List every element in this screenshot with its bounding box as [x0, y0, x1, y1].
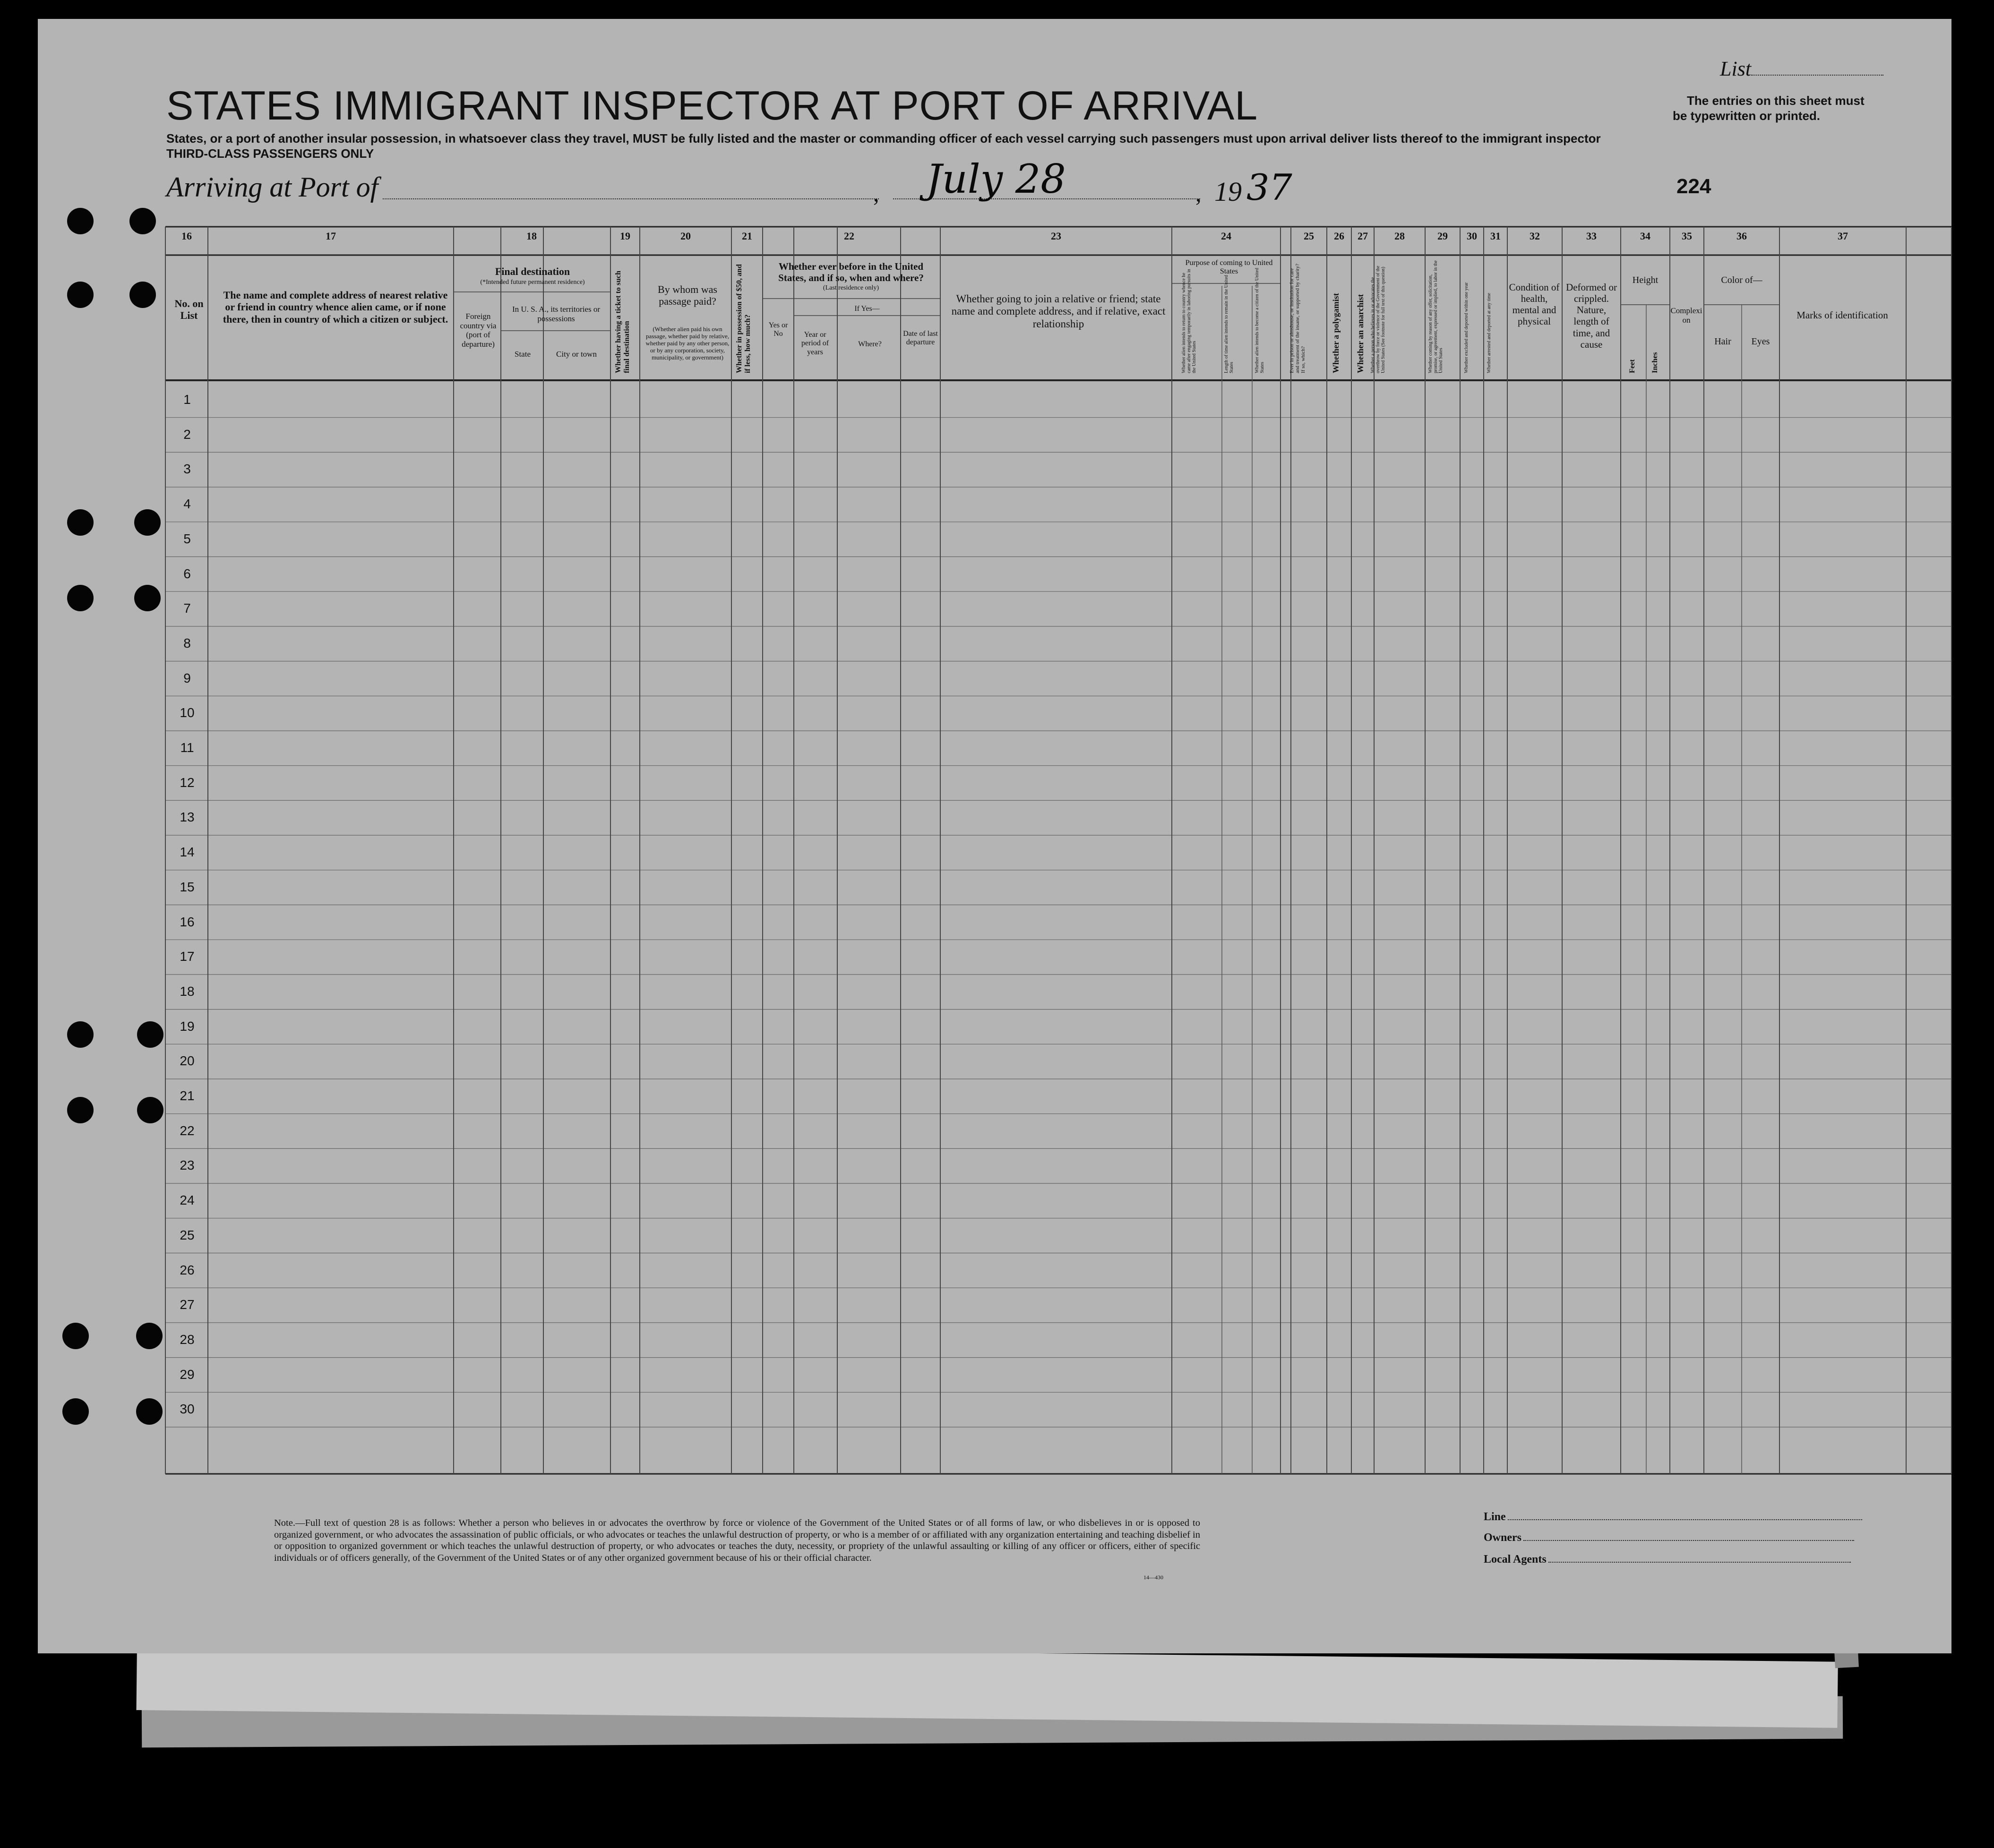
column-number: 27	[1358, 230, 1368, 242]
column-number: 33	[1586, 230, 1597, 242]
col27-header: Whether an anarchist	[1356, 294, 1365, 373]
col23-header: Whether going to join a relative or friend; state name and complete address, and if relative, exact relationship	[951, 293, 1166, 330]
col36-eyes: Eyes	[1751, 336, 1770, 347]
typewritten-note-2: be typewritten or printed.	[1673, 109, 1821, 123]
col20-title: By whom was passage paid?	[658, 283, 717, 308]
column-number: 34	[1640, 230, 1650, 242]
binder-hole	[67, 208, 94, 234]
binder-hole	[129, 282, 156, 308]
row-number: 24	[180, 1193, 195, 1208]
column-number: 18	[526, 230, 537, 242]
row-number: 21	[180, 1088, 195, 1103]
comma: ,	[873, 180, 879, 206]
row-number: 11	[180, 740, 194, 755]
col22-sub: (Last residence only)	[823, 284, 879, 291]
col36-title: Color of—	[1721, 275, 1762, 285]
list-label: List	[1720, 57, 1883, 81]
row-number: 28	[180, 1332, 195, 1347]
sheet-number: 224	[1676, 175, 1711, 198]
col18-sub: (*Intended future permanent residence)	[480, 279, 585, 286]
owners-label: Owners	[1484, 1531, 1854, 1544]
col25-header: Ever in prison or almshouse, or institution for care and treatment of the insane, or supported by charity? If so, which?	[1289, 264, 1306, 373]
row-number: 6	[183, 566, 191, 581]
column-number: 35	[1682, 230, 1692, 242]
column-number: 24	[1221, 230, 1231, 242]
row-number: 12	[180, 775, 195, 790]
col32-header: Condition of health, mental and physical	[1509, 282, 1560, 327]
column-number: 25	[1304, 230, 1314, 242]
port-blank-line	[383, 198, 879, 199]
col18-state: State	[515, 350, 531, 359]
binder-hole	[136, 1323, 163, 1349]
form-number: 14—430	[1143, 1574, 1163, 1581]
column-number: 31	[1490, 230, 1501, 242]
column-number: 20	[680, 230, 691, 242]
column-number: 30	[1467, 230, 1477, 242]
binder-hole	[136, 1398, 163, 1425]
col24-b: Length of time alien intends to remain in the United States	[1224, 274, 1234, 373]
col22-years: Year or period of years	[801, 331, 829, 356]
typewritten-note-1: The entries on this sheet must	[1687, 94, 1865, 108]
handwritten-date: July 28	[926, 156, 1066, 202]
line-label: Line	[1484, 1511, 1862, 1523]
col22-yesno: Yes or No	[768, 321, 788, 338]
local-agents-label: Local Agents	[1484, 1553, 1851, 1566]
binder-hole	[137, 1021, 163, 1048]
binder-hole	[62, 1398, 89, 1425]
row-number: 9	[183, 670, 191, 685]
footnote: Note.—Full text of question 28 is as follows: Whether a person who believes in or advocates the overthrow by force or violence of the Government of the United States or of all forms of law, or who disbelieves in or is opposed to organized government, or who advocates the assassination of public officials, or who advocates or teaches the unlawful destruction of property, or who is a member of or affiliated with any organization entertaining and teaching disbelief in or opposition to organized government or which teaches the unlawful destruction of property, or who advocates or teaches the duty, necessity, or propriety of the unlawful assaulting or killing of any officer or officers, either of specific individuals or of officers generally, of the Government of the United States or of any other organized government because of his or their official character.	[274, 1518, 1201, 1563]
row-number: 26	[180, 1262, 195, 1277]
col18-title: Final destination	[495, 265, 570, 277]
col33-header: Deformed or crippled. Nature, length of time, and cause	[1566, 282, 1617, 350]
row-number: 3	[183, 462, 191, 477]
col24-title: Purpose of coming to United States	[1185, 259, 1273, 276]
col19-header: Whether having a ticket to such final destination	[614, 270, 631, 373]
row-number: 19	[180, 1018, 195, 1034]
row-number: 10	[180, 705, 195, 720]
comma: ,	[1195, 180, 1202, 206]
binder-hole	[137, 1097, 163, 1123]
column-number: 26	[1334, 230, 1344, 242]
column-number: 28	[1394, 230, 1405, 242]
binder-hole	[67, 282, 94, 308]
column-number: 29	[1437, 230, 1448, 242]
column-number: 17	[326, 230, 336, 242]
page-title: STATES IMMIGRANT INSPECTOR AT PORT OF ARRIVAL	[166, 83, 1258, 128]
column-number: 23	[1051, 230, 1061, 242]
binder-hole	[62, 1323, 89, 1349]
row-number: 15	[180, 879, 195, 894]
col22-ifyes: If Yes—	[854, 305, 880, 313]
col24-a: Whether alien intends to return to country whence he came after engaging temporarily in laboring pursuits in the United States	[1181, 269, 1197, 373]
row-number: 5	[183, 531, 191, 546]
column-number: 32	[1530, 230, 1540, 242]
col18-city: City or town	[556, 350, 597, 359]
class-line: THIRD-CLASS PASSENGERS ONLY	[166, 146, 374, 161]
year-handwritten: 37	[1246, 166, 1292, 208]
row-number: 4	[183, 496, 191, 512]
col37-header: Marks of identification	[1796, 309, 1888, 321]
col30-header: Whether excluded and deported within one year	[1464, 282, 1469, 373]
arriving-label: Arriving at Port of	[166, 171, 378, 203]
row-number: 1	[183, 392, 191, 407]
row-number: 16	[180, 914, 195, 929]
row-number: 25	[180, 1227, 195, 1242]
column-number: 19	[620, 230, 630, 242]
col31-header: Whether arrested and deported at any time	[1487, 293, 1492, 373]
row-number: 22	[180, 1123, 195, 1138]
row-number: 7	[183, 601, 191, 616]
col24-c: Whether alien intends to become a citizen of the United States	[1255, 268, 1265, 373]
col36-hair: Hair	[1714, 336, 1731, 347]
row-number: 13	[180, 810, 195, 825]
row-number: 18	[180, 984, 195, 999]
row-number: 2	[183, 427, 191, 442]
binder-hole	[134, 585, 161, 611]
row-number: 29	[180, 1367, 195, 1382]
binder-hole	[67, 1097, 94, 1123]
column-number: 22	[844, 230, 854, 242]
col21-header: Whether in possession of $50, and if less, how much?	[735, 264, 752, 373]
col18-foreign: Foreign country via (port of departure)	[460, 312, 497, 349]
no-on-list-header: No. on List	[174, 298, 204, 322]
row-number: 8	[183, 635, 191, 650]
binder-hole	[134, 509, 161, 536]
col28-header: Whether a person who believes in or advocates the overthrow by force or violence of the Government of the United States (See footnote for full text of this question)	[1370, 265, 1386, 373]
row-number: 27	[180, 1297, 195, 1312]
col34-feet: Feet	[1628, 359, 1636, 373]
col22-where: Where?	[858, 340, 882, 348]
column-number: 36	[1736, 230, 1747, 242]
year-prefix: 19	[1214, 176, 1242, 207]
row-number: 17	[180, 949, 195, 964]
col29-header: Whether coming by reason of any offer, solicitation, promise, or agreement, expressed or implied, to labor in the United States	[1428, 260, 1444, 373]
col35-header: Complexion	[1670, 306, 1702, 325]
col34-title: Height	[1632, 275, 1659, 285]
binder-hole	[129, 208, 156, 234]
row-number: 30	[180, 1402, 195, 1417]
row-number: 23	[180, 1158, 195, 1173]
binder-hole	[67, 585, 94, 611]
row-number: 14	[180, 845, 195, 860]
col22-date: Date of last departure	[903, 330, 938, 347]
column-number: 21	[742, 230, 752, 242]
column-number: 37	[1838, 230, 1848, 242]
col34-inches: Inches	[1651, 352, 1659, 373]
col17-header: The name and complete address of nearest relative or friend in country whence alien came, or if none there, then in country of which a citizen or subject.	[223, 289, 448, 325]
col20-note: (Whether alien paid his own passage, whether paid by relative, whether paid by any other person, or by any corporation, society, municipality, or government)	[645, 325, 730, 361]
subtitle: States, or a port of another insular possession, in whatsoever class they travel, MUST be fully listed and the master or commanding officer of each vessel carrying such passengers must upon arrival deliver lists thereof to the immigrant inspector	[166, 131, 1601, 145]
row-number: 20	[180, 1053, 195, 1069]
col18-usa: In U. S. A., its territories or possessions	[512, 305, 601, 323]
col22-title: Whether ever before in the United States, and if so, when and where?	[778, 261, 924, 284]
binder-hole	[67, 509, 94, 536]
column-number: 16	[181, 230, 192, 242]
col26-header: Whether a polygamist	[1331, 293, 1341, 373]
binder-hole	[67, 1021, 94, 1048]
